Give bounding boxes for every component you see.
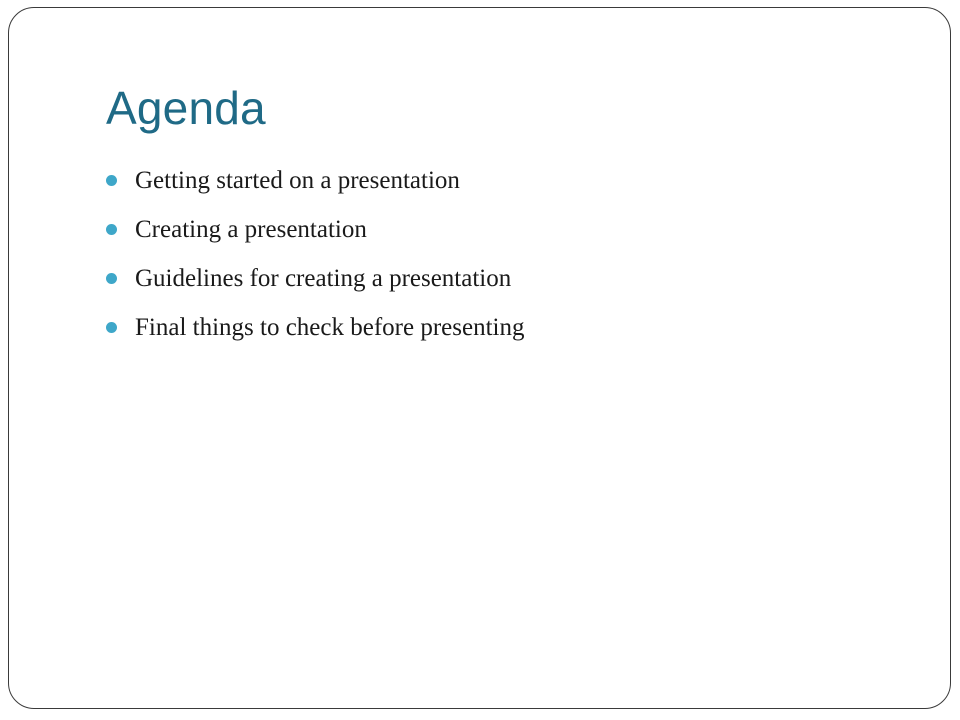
- bullet-dot-icon: [106, 273, 117, 284]
- bullet-dot-icon: [106, 322, 117, 333]
- list-item: [106, 254, 524, 303]
- slide-title: Agenda: [106, 82, 266, 134]
- bullet-text: Creating a presentation: [135, 215, 367, 243]
- bullet-dot-icon: [106, 224, 117, 235]
- agenda-list: [106, 156, 524, 352]
- list-item: [106, 205, 524, 254]
- bullet-dot-icon: [106, 175, 117, 186]
- list-item: [106, 303, 524, 352]
- bullet-text: Final things to check before presenting: [135, 313, 525, 341]
- bullet-text: Getting started on a presentation: [135, 166, 460, 194]
- bullet-text: Guidelines for creating a presentation: [135, 264, 512, 292]
- list-item: [106, 156, 524, 205]
